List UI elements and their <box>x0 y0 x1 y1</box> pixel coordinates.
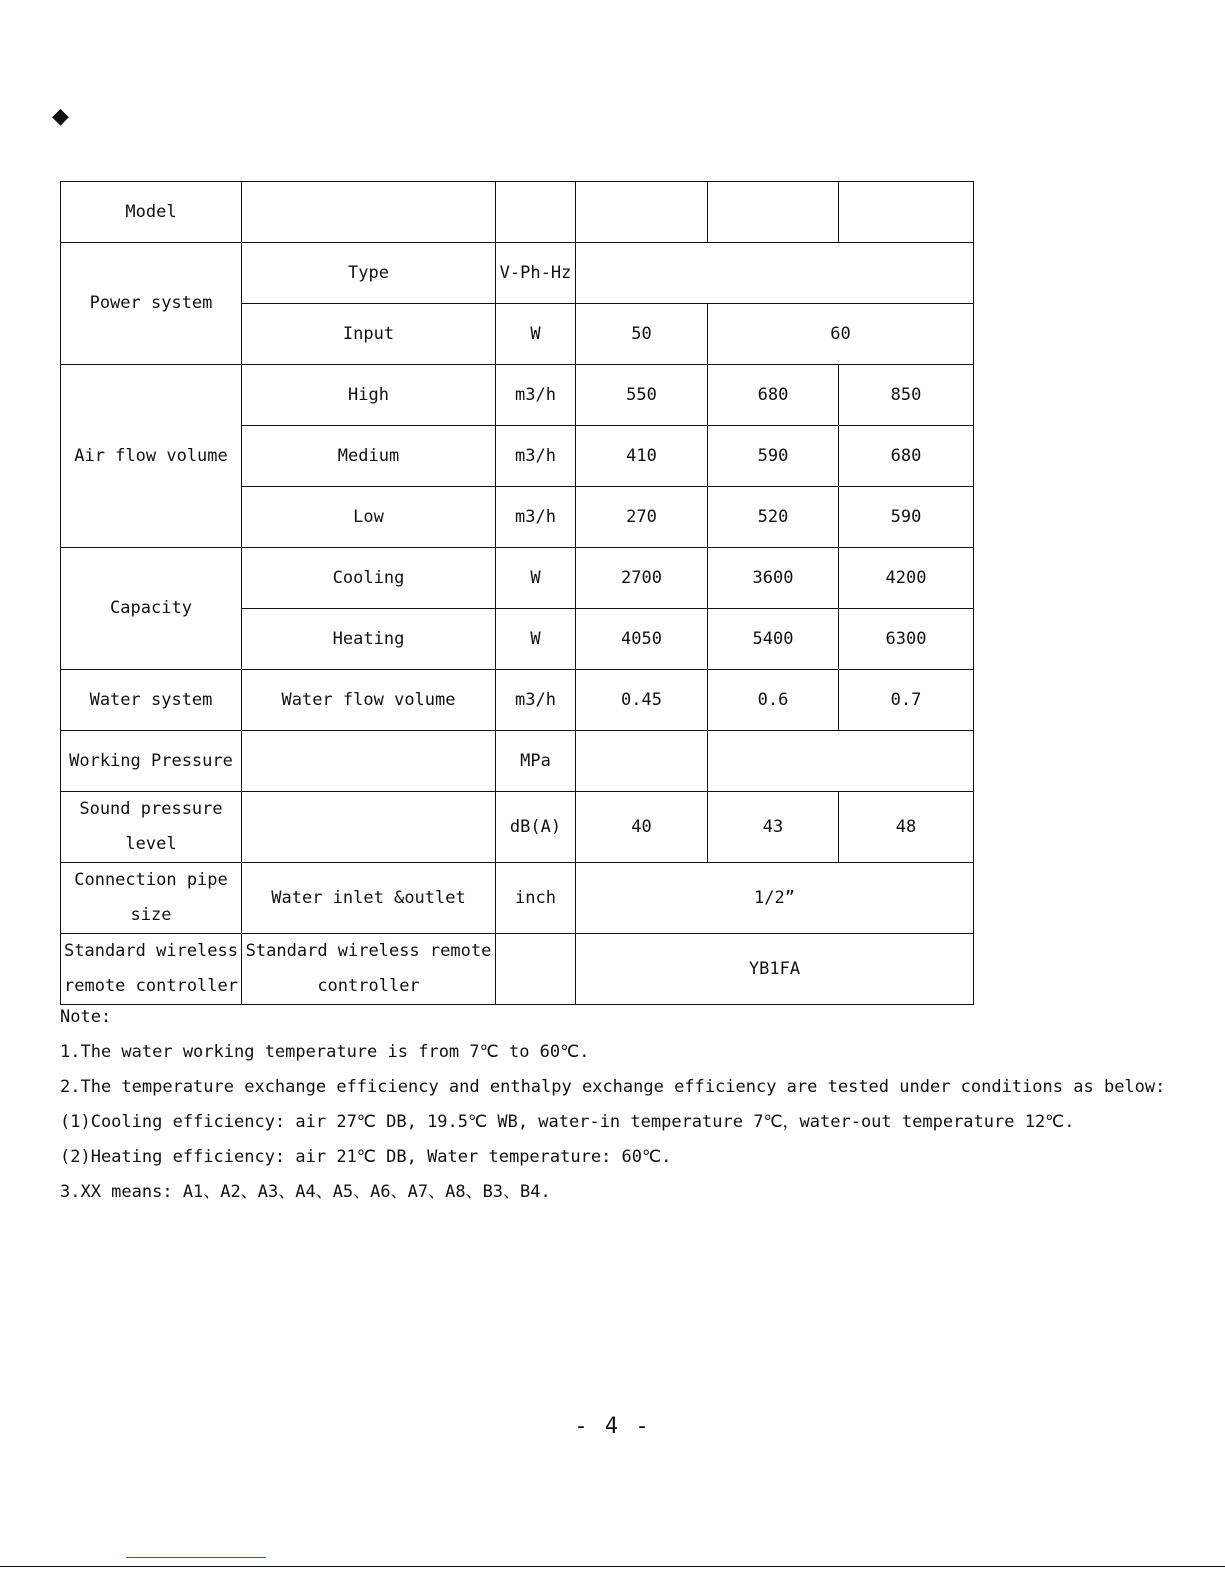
table-cell <box>576 182 708 243</box>
table-cell: dB(A) <box>496 792 576 863</box>
table-cell <box>496 934 576 1005</box>
table-cell: 5400 <box>708 609 839 670</box>
table-cell: Connection pipe size <box>61 863 242 934</box>
table-cell: Type <box>242 243 496 304</box>
table-cell: 1/2” <box>576 863 974 934</box>
table-row <box>61 731 974 792</box>
table-cell: Standard wireless remote controller <box>242 934 496 1005</box>
note-line: (1)Cooling efficiency: air 27℃ DB, 19.5℃ WB, water-in temperature 7℃，water-out temperature 12℃. <box>60 1112 1075 1132</box>
table-row <box>61 934 974 1005</box>
table-row <box>61 863 974 934</box>
note-line: 2.The temperature exchange efficiency and enthalpy exchange efficiency are tested under conditions as below: <box>60 1077 1166 1097</box>
table-cell: Water flow volume <box>242 670 496 731</box>
table-cell <box>708 731 974 792</box>
footer-link-underline <box>126 1557 266 1558</box>
table-cell: 43 <box>708 792 839 863</box>
notes-section <box>60 1000 1165 1210</box>
table-cell: 680 <box>839 426 974 487</box>
table-cell: Model <box>61 182 242 243</box>
table-cell: Input <box>242 304 496 365</box>
diamond-bullet-icon: ◆ <box>52 104 69 129</box>
table-cell <box>242 731 496 792</box>
table-row <box>61 182 974 243</box>
note-line: 3.XX means: A1、A2、A3、A4、A5、A6、A7、A8、B3、B4. <box>60 1182 551 1202</box>
table-cell: 0.45 <box>576 670 708 731</box>
table-cell: YB1FA <box>576 934 974 1005</box>
table-cell: 60 <box>708 304 974 365</box>
table-cell: Air flow volume <box>61 365 242 548</box>
page-number: - 4 - <box>574 1414 651 1439</box>
table-cell: inch <box>496 863 576 934</box>
table-cell: 850 <box>839 365 974 426</box>
table-cell: 410 <box>576 426 708 487</box>
table-cell: Low <box>242 487 496 548</box>
table-cell: Cooling <box>242 548 496 609</box>
table-cell: m3/h <box>496 365 576 426</box>
table-cell <box>242 792 496 863</box>
table-cell: MPa <box>496 731 576 792</box>
table-cell <box>496 182 576 243</box>
table-row <box>61 365 974 426</box>
table-cell: 270 <box>576 487 708 548</box>
table-cell: High <box>242 365 496 426</box>
table-cell <box>576 731 708 792</box>
table-cell: Water system <box>61 670 242 731</box>
table-cell: 0.6 <box>708 670 839 731</box>
table-cell: 50 <box>576 304 708 365</box>
table-cell: Water inlet &outlet <box>242 863 496 934</box>
table-row <box>61 792 974 863</box>
table-cell: m3/h <box>496 487 576 548</box>
note-line: 1.The water working temperature is from 7℃ to 60℃. <box>60 1042 590 1062</box>
table-cell: V-Ph-Hz <box>496 243 576 304</box>
table-cell: 550 <box>576 365 708 426</box>
table-cell: 590 <box>839 487 974 548</box>
table-cell: Capacity <box>61 548 242 670</box>
note-line: (2)Heating efficiency: air 21℃ DB, Water temperature: 60℃. <box>60 1147 672 1167</box>
table-row <box>61 243 974 304</box>
table-cell: 590 <box>708 426 839 487</box>
table-cell: 0.7 <box>839 670 974 731</box>
page-bottom-divider <box>0 1566 1225 1567</box>
table-cell: 3600 <box>708 548 839 609</box>
table-cell: m3/h <box>496 426 576 487</box>
table-cell <box>708 182 839 243</box>
table-cell: Standard wireless remote controller <box>61 934 242 1005</box>
table-cell: Medium <box>242 426 496 487</box>
table-cell: 48 <box>839 792 974 863</box>
table-cell: 4200 <box>839 548 974 609</box>
table-cell: 4050 <box>576 609 708 670</box>
table-cell: 2700 <box>576 548 708 609</box>
table-cell <box>242 182 496 243</box>
table-cell: Heating <box>242 609 496 670</box>
table-cell <box>839 182 974 243</box>
table-cell: Power system <box>61 243 242 365</box>
table-cell: W <box>496 304 576 365</box>
table-cell: 680 <box>708 365 839 426</box>
table-cell: W <box>496 609 576 670</box>
table-cell: Working Pressure <box>61 731 242 792</box>
table-cell: Sound pressure level <box>61 792 242 863</box>
table-row <box>61 548 974 609</box>
table-cell: m3/h <box>496 670 576 731</box>
specification-table <box>60 181 974 1005</box>
table-cell: 40 <box>576 792 708 863</box>
table-cell: W <box>496 548 576 609</box>
table-cell: 520 <box>708 487 839 548</box>
table-row <box>61 670 974 731</box>
note-heading: Note: <box>60 1007 112 1027</box>
table-cell: 6300 <box>839 609 974 670</box>
table-cell <box>576 243 974 304</box>
